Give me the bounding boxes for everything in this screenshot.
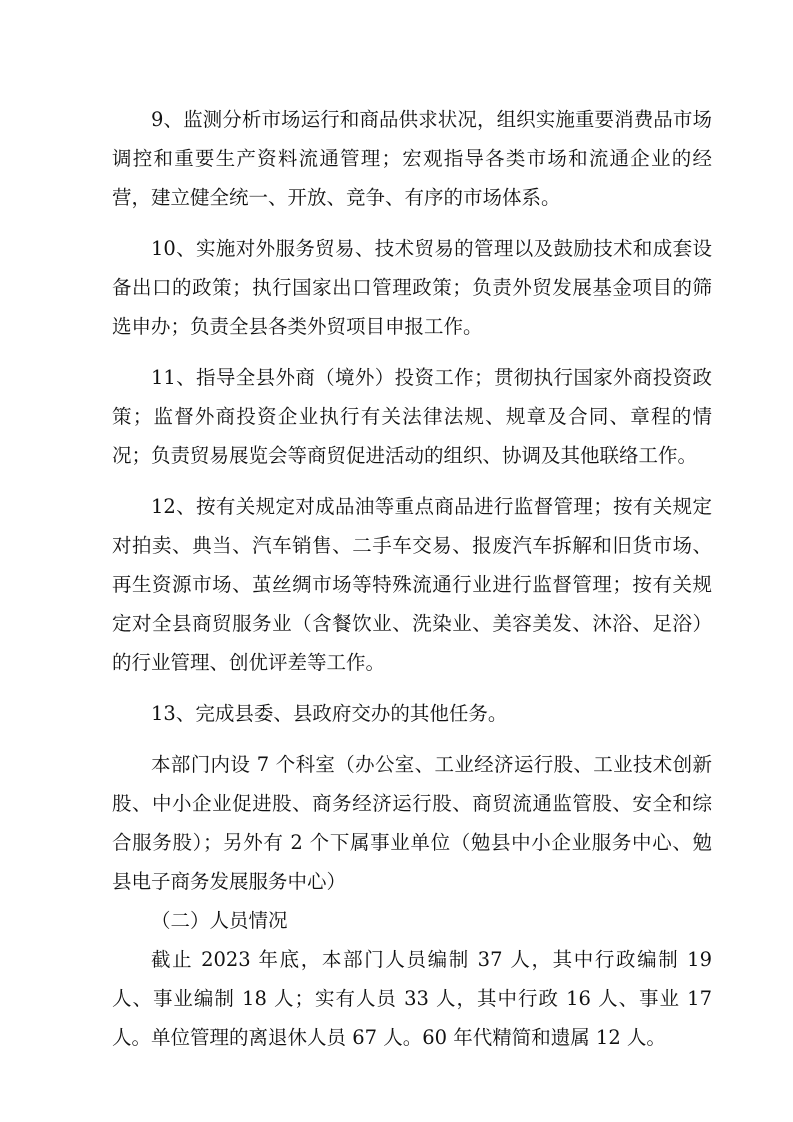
paragraph-item-9: 9、监测分析市场运行和商品供求状况，组织实施重要消费品市场调控和重要生产资料流通管理；宏观指导各类市场和流通企业的经营，建立健全统一、开放、竞争、有序的市场体系。 [112,108,712,209]
paragraph-item-11: 11、指导全县外商（境外）投资工作；贯彻执行国家外商投资政策；监督外商投资企业执行有关法律法规、规章及合同、章程的情况；负责贸易展览会等商贸促进活动的组织、协调及其他联络工作。 [112,366,712,467]
paragraph-item-10: 10、实施对外服务贸易、技术贸易的管理以及鼓励技术和成套设备出口的政策；执行国家出口管理政策；负责外贸发展基金项目的筛选申办；负责全县各类外贸项目申报工作。 [112,237,712,338]
paragraph-staff: 截止 2023 年底，本部门人员编制 37 人，其中行政编制 19 人、事业编制 18 人；实有人员 33 人，其中行政 16 人、事业 17 人。单位管理的离退休人员 67 人。60 年代精简和遗属 12 人。 [112,948,712,1049]
section-heading-staff: （二）人员情况 [151,909,288,932]
paragraph-departments: 本部门内设 7 个科室（办公室、工业经济运行股、工业技术创新股、中小企业促进股、商务经济运行股、商贸流通监管股、安全和综合服务股）；另外有 2 个下属事业单位（勉县中小企业服务中心、勉县电子商务发展服务中心） [112,753,712,893]
document-page [112,100,712,1057]
paragraph-item-12: 12、按有关规定对成品油等重点商品进行监督管理；按有关规定对拍卖、典当、汽车销售、二手车交易、报废汽车拆解和旧货市场、再生资源市场、茧丝绸市场等特殊流通行业进行监督管理；按有关规定对全县商贸服务业（含餐饮业、洗染业、美容美发、沐浴、足浴）的行业管理、创优评差等工作。 [112,495,712,674]
paragraph-item-13: 13、完成县委、县政府交办的其他任务。 [151,702,508,725]
